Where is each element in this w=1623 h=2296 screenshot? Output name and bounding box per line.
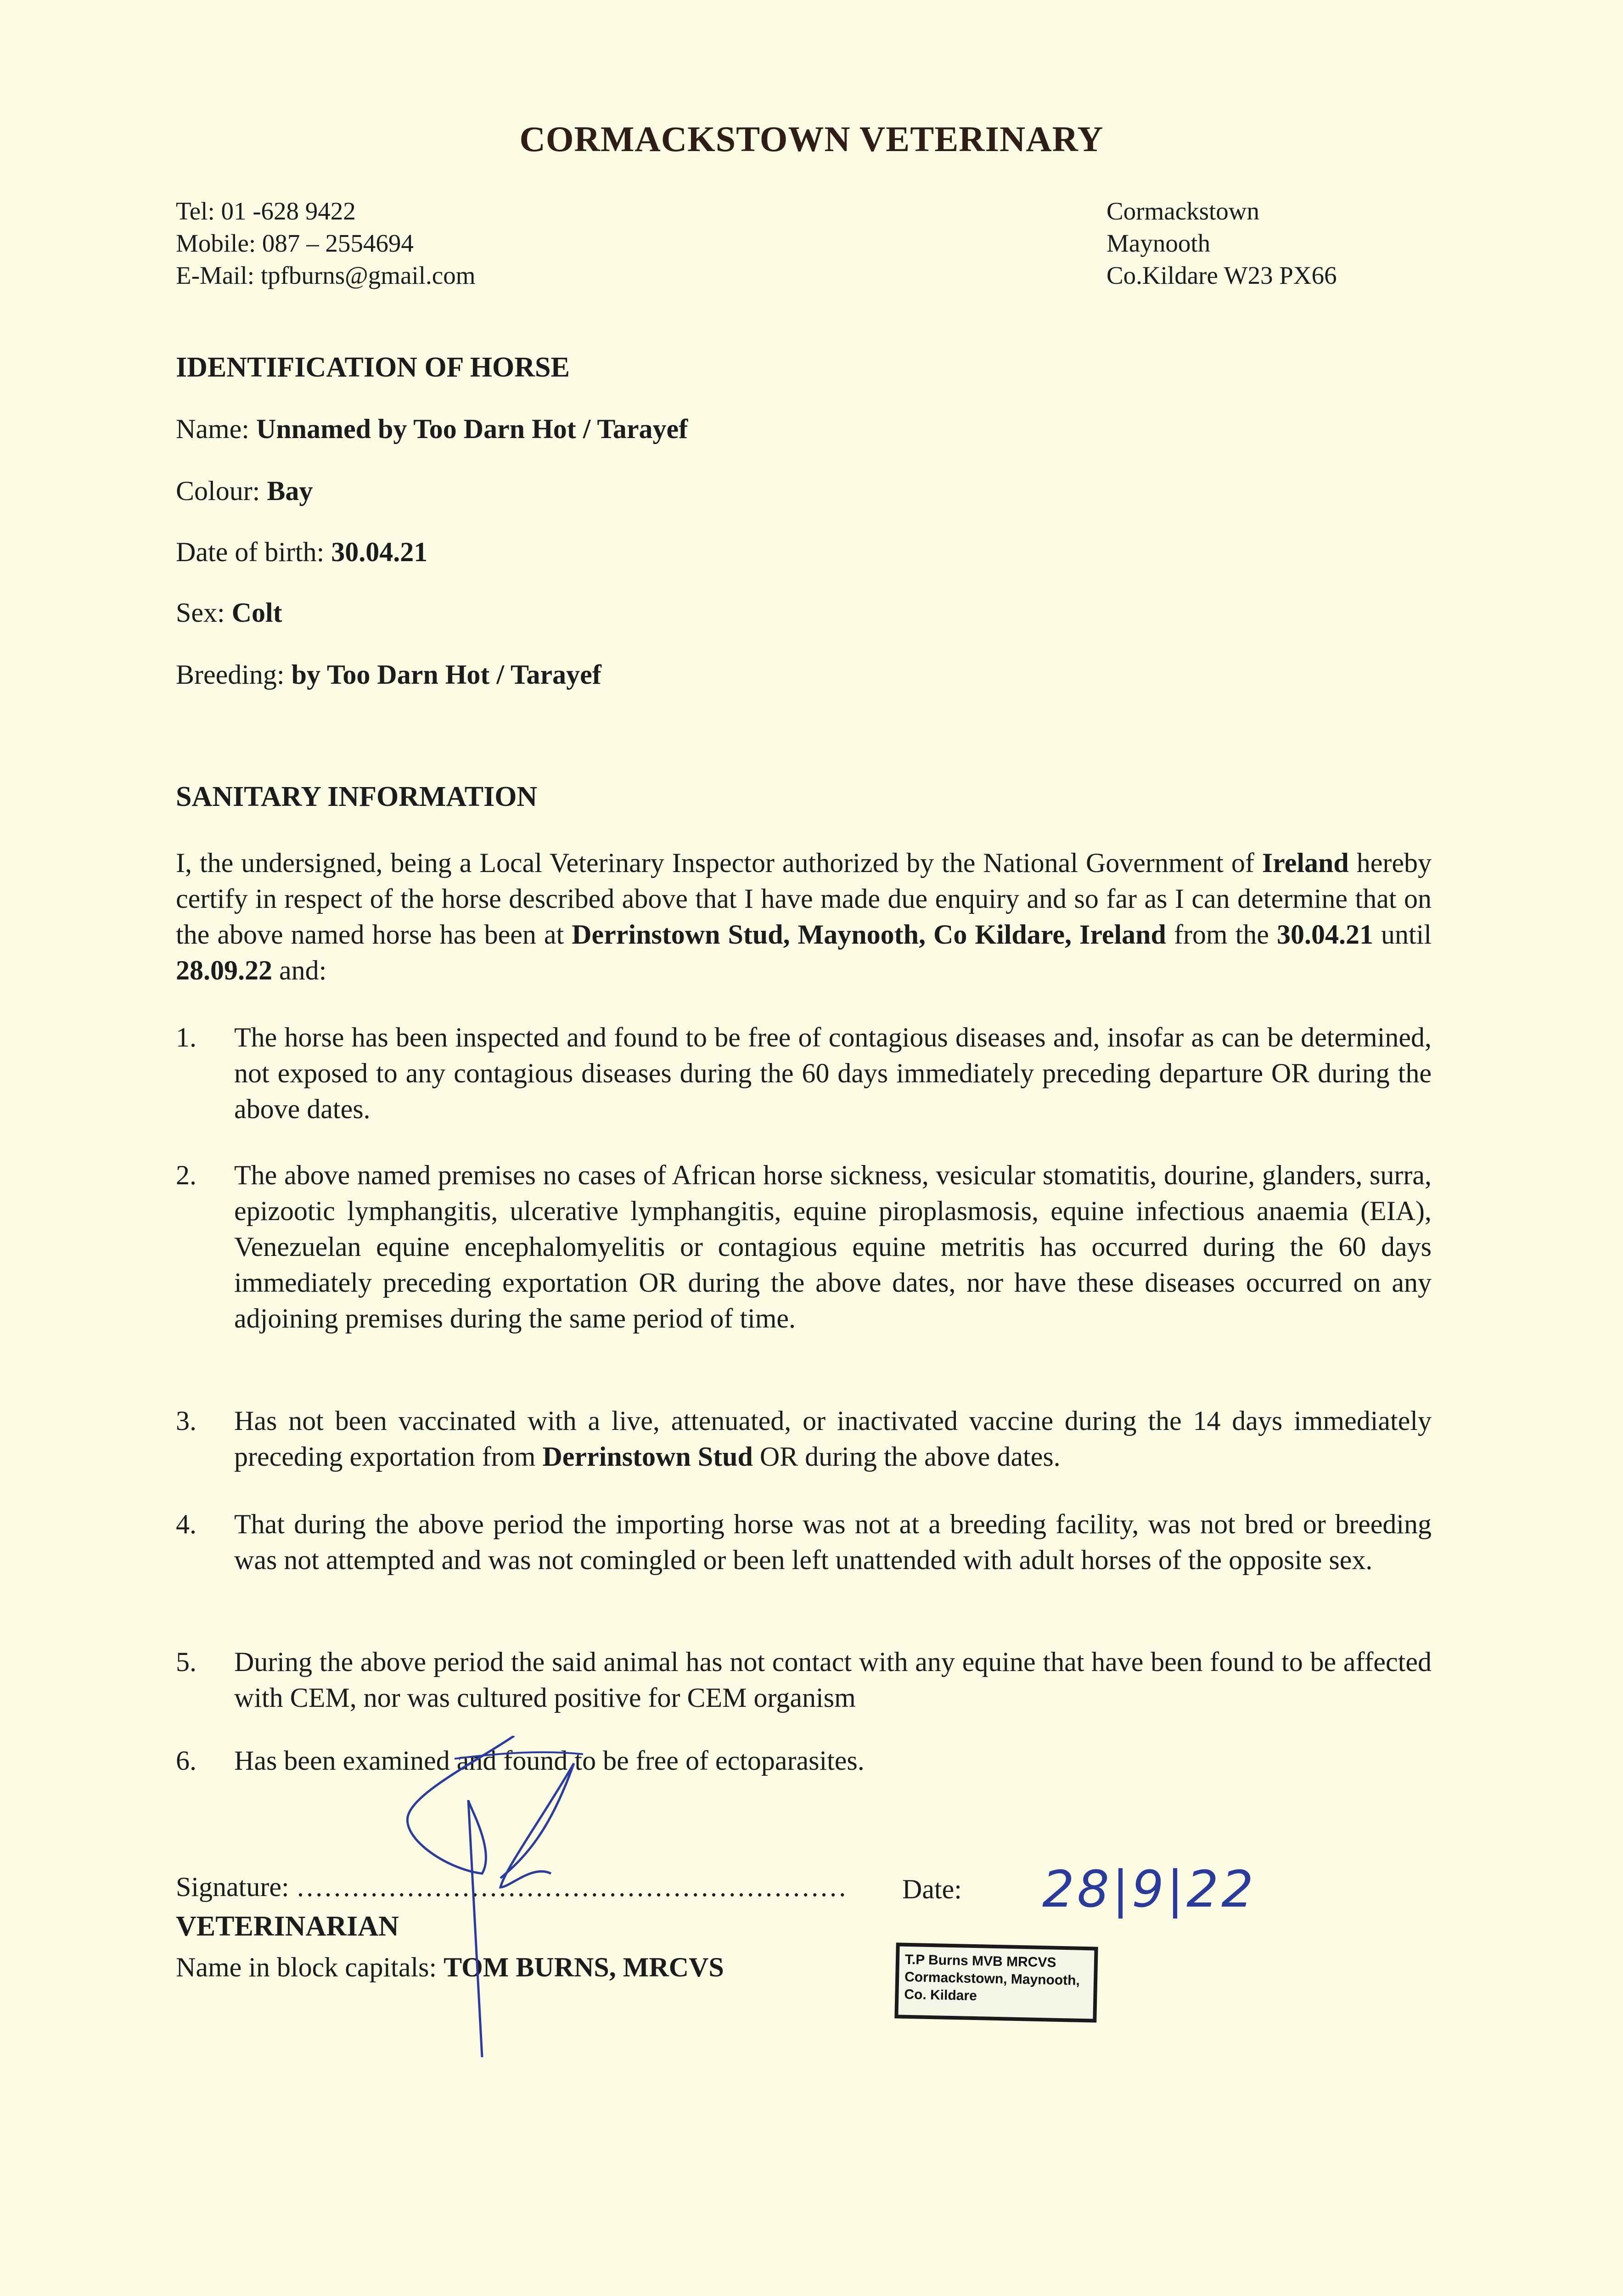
intro-text: until (1373, 919, 1432, 950)
item-text-bold: Derrinstown Stud (542, 1441, 753, 1472)
signature-scribble-icon (390, 1736, 712, 2057)
field-value: by Too Darn Hot / Tarayef (291, 659, 601, 690)
tel-line: Tel: 01 -628 9422 (176, 197, 356, 225)
date-label: Date: (902, 1874, 962, 1904)
item-text (234, 1403, 1432, 1474)
item-text-part: OR during the above dates. (753, 1441, 1061, 1472)
intro-bold: Derrinstown Stud, Maynooth, Co Kildare, Ireland (572, 919, 1166, 950)
intro-bold: Ireland (1262, 848, 1349, 878)
intro-bold: 30.04.21 (1276, 919, 1373, 950)
email-line: E-Mail: tpfburns@gmail.com (176, 261, 476, 289)
item-number: 1. (176, 1022, 197, 1052)
sanitary-heading: SANITARY INFORMATION (176, 781, 538, 812)
intro-text: I, the undersigned, being a Local Veterinary Inspector authorized by the National Government of (176, 848, 1262, 878)
identification-heading: IDENTIFICATION OF HORSE (176, 352, 570, 383)
name-label: Name in block capitals: (176, 1952, 444, 1982)
contact-block (176, 195, 475, 292)
field-dob (176, 536, 427, 568)
intro-bold: 28.09.22 (176, 955, 272, 985)
item-text: During the above period the said animal has not contact with any equine that have been found to be affected with CEM, nor was cultured positive for CEM organism (234, 1647, 1432, 1713)
field-value: 30.04.21 (331, 537, 428, 567)
intro-text: and: (272, 955, 327, 985)
stamp-line: Cormackstown, Maynooth, (904, 1969, 1080, 1988)
handwritten-date: 28|9|22 (1042, 1860, 1257, 1919)
field-value: Unnamed by Too Darn Hot / Tarayef (256, 414, 688, 444)
sanitary-intro (176, 845, 1432, 988)
field-name (176, 413, 688, 445)
address-line: Co.Kildare W23 PX66 (1106, 261, 1337, 289)
field-sex (176, 597, 282, 629)
address-block (1106, 195, 1337, 292)
item-text: The above named premises no cases of African horse sickness, vesicular stomatitis, dourine, glanders, surra, epizootic lymphangitis, ulcerative lymphangitis, equine piroplasmosis, equine infectious anaemia (EIA), Venezuelan equine encephalomyelitis or contagious equine metritis has occurred during the 60 days immediately preceding exportation OR during the above dates, nor have these diseases occurred on any adjoining premises during the same period of time. (234, 1160, 1432, 1334)
item-text: Has been examined and found to be free of ectoparasites. (234, 1745, 865, 1776)
field-label: Sex: (176, 597, 225, 628)
field-label: Date of birth: (176, 537, 325, 567)
signature-line: Signature: …………………………………………………… (176, 1872, 847, 1902)
name-value: TOM BURNS, MRCVS (444, 1952, 724, 1982)
item-number: 6. (176, 1745, 197, 1776)
address-line: Maynooth (1106, 229, 1211, 257)
practice-stamp (894, 1942, 1098, 2022)
item-text: The horse has been inspected and found to be free of contagious diseases and, insofar as can be determined, not exposed to any contagious diseases during the 60 days immediately preceding departure OR during the above dates. (234, 1022, 1432, 1124)
mobile-line: Mobile: 087 – 2554694 (176, 229, 414, 257)
item-text-part: Has not been vaccinated with a live, attenuated, or inactivated vaccine during the 14 days immediately preceding exportation from (234, 1406, 1432, 1472)
field-value: Colt (231, 597, 282, 628)
veterinarian-label: VETERINARIAN (176, 1911, 399, 1942)
item-number: 3. (176, 1406, 197, 1436)
field-label: Colour: (176, 476, 260, 506)
address-line: Cormackstown (1106, 197, 1260, 225)
field-value: Bay (267, 476, 313, 506)
field-breeding (176, 659, 601, 691)
item-number: 4. (176, 1509, 197, 1539)
item-number: 5. (176, 1647, 197, 1677)
intro-text: from the (1166, 919, 1277, 950)
field-colour (176, 475, 313, 507)
field-label: Name: (176, 414, 249, 444)
item-number: 2. (176, 1160, 197, 1190)
stamp-line: T.P Burns MVB MRCVS (904, 1952, 1056, 1970)
item-text: That during the above period the importing horse was not at a breeding facility, was not bred or breeding was not attempted and was not comingled or been left unattended with adult horses of the opposite sex. (234, 1509, 1432, 1575)
page-title: CORMACKSTOWN VETERINARY (519, 119, 1104, 159)
stamp-line: Co. Kildare (904, 1986, 977, 2004)
intro-text: hereby certify in respect of the horse described above that I have made due enquiry and so far as I can determine that on the above named horse has been at (176, 848, 1432, 950)
field-label: Breeding: (176, 659, 285, 690)
